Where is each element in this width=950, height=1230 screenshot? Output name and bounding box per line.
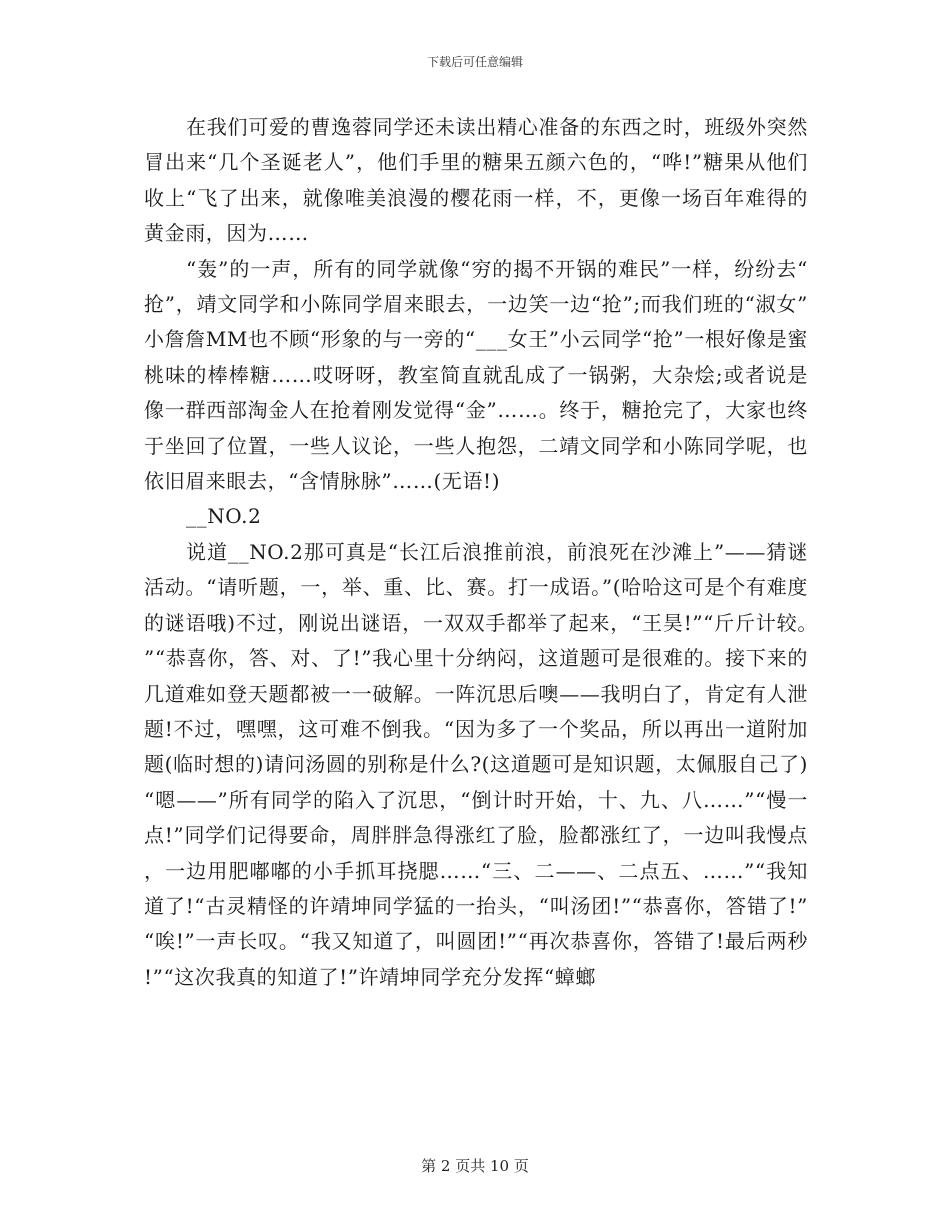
page-footer: 第 2 页共 10 页 [421, 1157, 529, 1175]
document-body [144, 110, 808, 995]
section-heading-no2: __NO.2 [186, 504, 262, 529]
paragraph-2: “轰”的一声，所有的同学就像“穷的揭不开锅的难民”一样，纷纷去“抢”，靖文同学和小陈同学眉来眼去，一边笑一边“抢”;而我们班的“淑女”小詹詹MM也不顾“形象的与一旁的“___女王”小云同学“抢”一根好像是蜜桃味的棒棒糖……哎呀呀，教室简直就乱成了一锅粥，大杂烩;或者说是像一群西部淘金人在抢着刚发觉得“金”……。终于，糖抢完了，大家也终于坐回了位置，一些人议论，一些人抱怨，二靖文同学和小陈同学呢，也依旧眉来眼去，“含情脉脉”……(无语!) [144, 256, 809, 494]
paragraph-3: 说道__NO.2那可真是“长江后浪推前浪，前浪死在沙滩上”——猜谜活动。“请听题，一，举、重、比、赛。打一成语。”(哈哈这可是个有难度的谜语哦)不过，刚说出谜语，一双双手都举了起来，“王昊!”“斤斤计较。”“恭喜你，答、对、了!”我心里十分纳闷，这道题可是很难的。接下来的几道难如登天题都被一一破解。一阵沉思后噢——我明白了，肯定有人泄题!不过，嘿嘿，这可难不倒我。“因为多了一个奖品，所以再出一道附加题(临时想的)请问汤圆的别称是什么?(这道题可是知识题，太佩服自己了)“嗯——”所有同学的陷入了沉思，“倒计时开始，十、九、八……”“慢一点!”同学们记得要命，周胖胖急得涨红了脸，脸都涨红了，一边叫我慢点，一边用肥嘟嘟的小手抓耳挠腮……“三、二——、二点五、……”“我知道了!“古灵精怪的许靖坤同学猛的一抬头，“叫汤团!”“恭喜你，答错了!”“唉!”一声长叹。“我又知道了，叫圆团!”“再次恭喜你，答错了!最后两秒!”“这次我真的知道了!”许靖坤同学充分发挥“蟑螂 [144, 539, 808, 989]
paragraph-1: 在我们可爱的曹逸蓉同学还未读出精心准备的东西之时，班级外突然冒出来“几个圣诞老人”，他们手里的糖果五颜六色的，“哗!”糖果从他们收上“飞了出来，就像唯美浪漫的樱花雨一样，不，更像一场百年难得的黄金雨，因为…… [144, 115, 808, 246]
page-header: 下载后可任意编辑 [426, 55, 523, 69]
